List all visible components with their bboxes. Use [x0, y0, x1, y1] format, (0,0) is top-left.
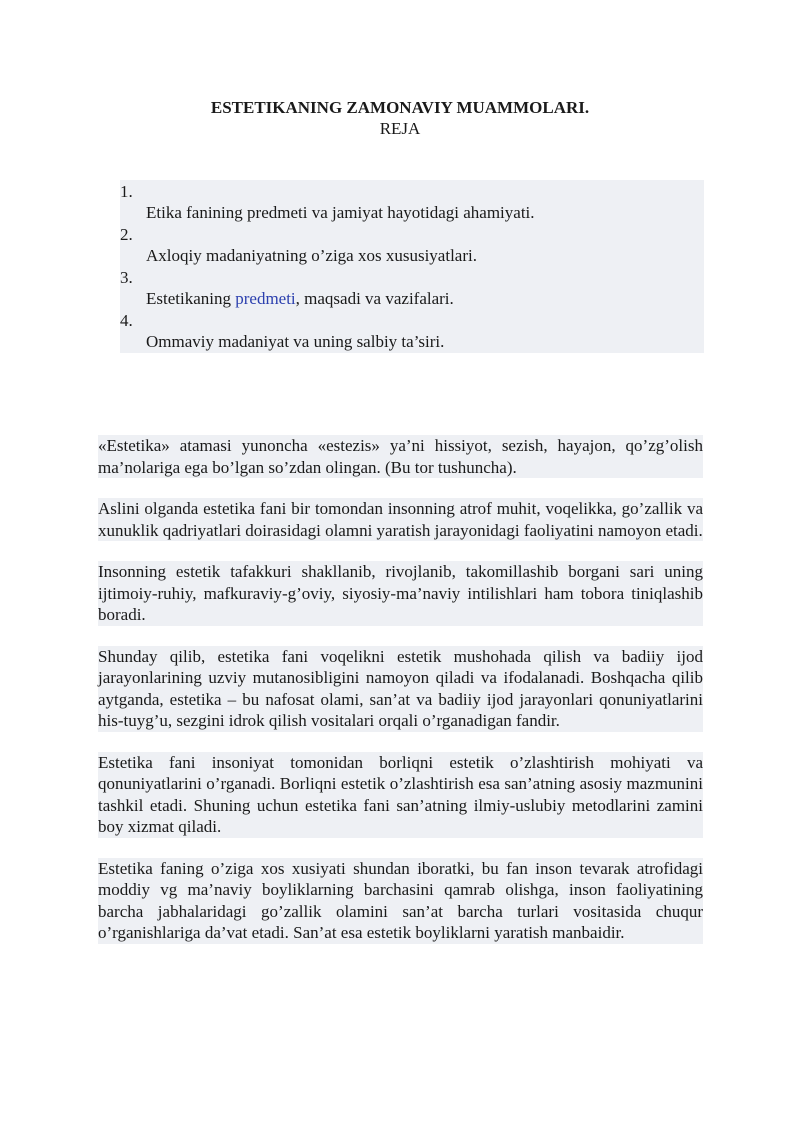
- plan-item-text: Etika fanining predmeti va jamiyat hayotidagi ahamiyati.: [146, 203, 535, 222]
- plan-item-text: Axloqiy madaniyatning o’ziga xos xususiyatlari.: [146, 246, 477, 265]
- plan-list: [120, 180, 704, 353]
- document-subtitle: REJA: [379, 119, 421, 138]
- plan-item-text-after: , maqsadi va vazifalari.: [295, 289, 454, 308]
- plan-item-number: 2.: [120, 225, 133, 244]
- document-title: ESTETIKANING ZAMONAVIY MUAMMOLARI.: [210, 98, 590, 117]
- plan-item-number: 1.: [120, 182, 133, 201]
- plan-item-number: 4.: [120, 311, 133, 330]
- plan-item-text: Ommaviy madaniyat va uning salbiy ta’siri.: [146, 332, 445, 351]
- paragraph: Shunday qilib, estetika fani voqelikni estetik mushohada qilish va badiiy ijod jarayonlarining uzviy mutanosibligini namoyon qiladi va ifodalanadi. Boshqacha qilib aytganda, estetika – bu nafosat olami, san’at va badiiy ijod jarayonlari qonuniyatlarini his-tuyg’u, sezgini idrok qilish vositalari orqali o’rganadigan fandir.: [98, 646, 703, 730]
- plan-item: [120, 309, 704, 352]
- plan-item: [120, 180, 704, 223]
- body-text: [98, 435, 703, 964]
- paragraph: Estetika fani insoniyat tomonidan borliqni estetik o’zlashtirish mohiyati va qonuniyatlarini o’rganadi. Borliqni estetik o’zlashtirish esa san’atning asosiy mazmunini tashkil etadi. Shuning uchun estetika fani san’atning ilmiy-uslubiy metodlarini zamini boy xizmat qiladi.: [98, 752, 703, 836]
- plan-item: [120, 223, 704, 266]
- paragraph: «Estetika» atamasi yunoncha «estezis» ya’ni hissiyot, sezish, hayajon, qo’zg’olish ma’nolariga ega bo’lgan so’zdan olingan. (Bu tor tushuncha).: [98, 436, 703, 477]
- plan-item-text: [146, 289, 454, 309]
- plan-item-number: 3.: [120, 268, 133, 287]
- paragraph: Aslini olganda estetika fani bir tomondan insonning atrof muhit, voqelikka, go’zallik va xunuklik qadriyatlari doirasidagi olamni yaratish jarayonidagi faoliyatini namoyon etadi.: [98, 499, 703, 540]
- paragraph: Insonning estetik tafakkuri shakllanib, rivojlanib, takomillashib borgani sari uning ijtimoiy-ruhiy, mafkuraviy-g’oviy, siyosiy-ma’naviy intilishlari ham tobora tiniqlashib boradi.: [98, 562, 703, 624]
- predmeti-link[interactable]: predmeti: [235, 289, 296, 308]
- plan-item: [120, 266, 704, 309]
- paragraph: Estetika faning o’ziga xos xusiyati shundan iboratki, bu fan inson tevarak atrofidagi moddiy vg ma’naviy boyliklarning barchasini qamrab olishga, inson faoliyatining barcha jabhalaridagi go’zallik olamini san’at barcha turlari vositasida chuqur o’rganishlariga da’vat etadi. San’at esa estetik boyliklarni yaratish manbaidir.: [98, 858, 703, 942]
- plan-item-text-before: Estetikaning: [146, 289, 236, 308]
